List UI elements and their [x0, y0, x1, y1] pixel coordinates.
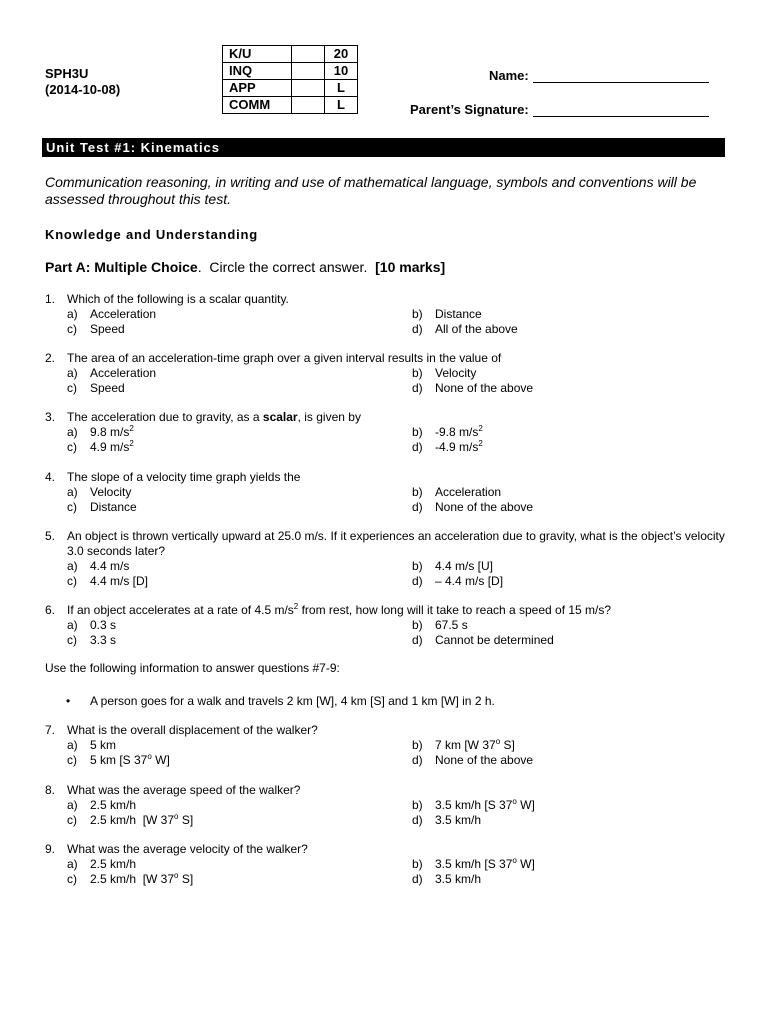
test-date: (2014-10-08)	[45, 82, 121, 97]
name-label: Name:	[488, 68, 529, 83]
option-letter: a)	[67, 798, 78, 812]
part-instruction: . Circle the correct answer.	[197, 259, 376, 275]
option-text: – 4.4 m/s [D]	[435, 574, 504, 588]
option-letter: b)	[412, 485, 423, 499]
question-number: 8.	[45, 783, 56, 797]
option-letter: c)	[67, 872, 77, 886]
option-c[interactable]	[67, 440, 412, 455]
name-line[interactable]	[533, 70, 709, 83]
option-letter: b)	[412, 425, 423, 439]
question-number: 9.	[45, 842, 56, 856]
marks-row	[223, 46, 358, 63]
question-text: The area of an acceleration-time graph over a given interval results in the value of	[67, 351, 502, 365]
option-text: Acceleration	[435, 485, 502, 499]
option-d[interactable]	[412, 753, 533, 768]
option-text: -9.8 $m/s^2$	[435, 424, 483, 439]
question	[45, 351, 735, 396]
option-letter: b)	[412, 366, 423, 380]
question	[45, 603, 735, 648]
question-text: What is the overall displacement of the walker?	[67, 723, 318, 737]
question-text: If an object accelerates at a rate of 4.5 $m/s^2$ from rest, how long will it take to reach a speed of 15 m/s?	[67, 602, 612, 617]
option-letter: d)	[412, 500, 423, 514]
option-text: Velocity	[90, 485, 132, 499]
option-letter: c)	[67, 574, 77, 588]
question-number: 6.	[45, 603, 56, 617]
option-text: Distance	[90, 500, 137, 514]
option-letter: b)	[412, 559, 423, 573]
option-text: 3.5 km/h	[435, 872, 482, 886]
option-text: 2.5 km/h [W 37$^o$ S]	[90, 812, 194, 827]
option-d[interactable]	[412, 813, 481, 828]
option-text: 2.5 km/h	[90, 857, 137, 871]
marks-category: APP	[223, 80, 292, 97]
option-b[interactable]	[412, 307, 482, 322]
option-letter: d)	[412, 633, 423, 647]
option-letter: d)	[412, 440, 423, 454]
option-text: Velocity	[435, 366, 477, 380]
option-c[interactable]	[67, 813, 412, 828]
part-heading	[45, 259, 445, 275]
question-number: 2.	[45, 351, 56, 365]
option-d[interactable]	[412, 872, 481, 887]
option-text: 2.5 km/h [W 37$^o$ S]	[90, 871, 194, 886]
marks-row	[223, 97, 358, 114]
option-text: 5 km	[90, 738, 117, 752]
option-a[interactable]	[67, 798, 412, 813]
option-text: 67.5 s	[435, 618, 468, 632]
option-letter: a)	[67, 618, 78, 632]
option-d[interactable]	[412, 500, 533, 515]
option-a[interactable]	[67, 307, 412, 322]
option-text: 3.5 km/h [S 37$^o$ W]	[435, 856, 535, 871]
option-letter: c)	[67, 633, 77, 647]
signature-field	[410, 91, 709, 117]
option-a[interactable]	[67, 738, 412, 753]
marks-total: 10	[325, 63, 358, 80]
option-letter: c)	[67, 381, 77, 395]
course-code: SPH3U	[45, 66, 89, 81]
question	[45, 470, 735, 515]
question	[45, 723, 735, 768]
option-d[interactable]	[412, 633, 554, 648]
option-d[interactable]	[412, 440, 483, 455]
question	[45, 842, 735, 887]
option-d[interactable]	[412, 381, 533, 396]
question-text: The slope of a velocity time graph yields the	[67, 470, 301, 484]
option-letter: d)	[412, 381, 423, 395]
option-a[interactable]	[67, 857, 412, 872]
option-text: Distance	[435, 307, 482, 321]
option-letter: c)	[67, 813, 77, 827]
option-b[interactable]	[412, 559, 493, 574]
test-title: Unit Test #1: Kinematics	[42, 138, 725, 157]
option-letter: b)	[412, 618, 423, 632]
option-letter: d)	[412, 813, 423, 827]
option-letter: d)	[412, 574, 423, 588]
bullet-item	[66, 694, 495, 708]
option-letter: b)	[412, 738, 423, 752]
option-c[interactable]	[67, 574, 412, 589]
marks-category: K/U	[223, 46, 292, 63]
option-letter: a)	[67, 366, 78, 380]
option-text: 2.5 km/h	[90, 798, 137, 812]
question-number: 4.	[45, 470, 56, 484]
option-letter: c)	[67, 440, 77, 454]
option-b[interactable]	[412, 425, 483, 440]
option-letter: a)	[67, 485, 78, 499]
option-b[interactable]	[412, 485, 501, 500]
option-text: Cannot be determined	[435, 633, 554, 647]
option-d[interactable]	[412, 574, 503, 589]
option-c[interactable]	[67, 322, 412, 337]
option-c[interactable]	[67, 872, 412, 887]
question-text: What was the average velocity of the walker?	[67, 842, 308, 856]
option-letter: c)	[67, 753, 77, 767]
option-letter: d)	[412, 322, 423, 336]
question	[45, 783, 735, 828]
option-text: Speed	[90, 381, 125, 395]
option-text: 3.5 km/h [S 37$^o$ W]	[435, 797, 535, 812]
option-text: 4.4 m/s [U]	[435, 559, 494, 573]
marks-total: 20	[325, 46, 358, 63]
option-text: 9.8 $m/s^2$	[90, 424, 134, 439]
option-letter: c)	[67, 322, 77, 336]
question-number: 1.	[45, 292, 56, 306]
signature-label: Parent’s Signature:	[410, 102, 529, 117]
option-text: None of the above	[435, 753, 534, 767]
option-text: 3.5 km/h	[435, 813, 482, 827]
option-c[interactable]	[67, 500, 412, 515]
question-number: 3.	[45, 410, 56, 424]
option-letter: a)	[67, 857, 78, 871]
intro-text: Communication reasoning, in writing and use of mathematical language, symbols and conventions will be assessed throughout this test.	[45, 174, 697, 207]
option-letter: c)	[67, 500, 77, 514]
option-text: Speed	[90, 322, 125, 336]
option-text: 5 km [S 37$^o$ W]	[90, 752, 170, 767]
question	[45, 529, 735, 589]
question	[45, 292, 735, 337]
name-field	[410, 57, 709, 83]
part-marks: [10 marks]	[375, 259, 446, 275]
option-text: -4.9 $m/s^2$	[435, 439, 483, 454]
question-text: What was the average speed of the walker?	[67, 783, 301, 797]
student-fields	[410, 57, 709, 117]
option-b[interactable]	[412, 366, 476, 381]
option-c[interactable]	[67, 753, 412, 768]
option-a[interactable]	[67, 425, 412, 440]
option-text: 3.3 s	[90, 633, 117, 647]
question-text: Which of the following is a scalar quantity.	[67, 292, 289, 306]
option-d[interactable]	[412, 322, 518, 337]
question-number: 7.	[45, 723, 56, 737]
marks-score-cell	[292, 80, 325, 97]
option-letter: d)	[412, 872, 423, 886]
option-b[interactable]	[412, 618, 468, 633]
marks-row	[223, 80, 358, 97]
option-text: 7 km [W 37$^o$ S]	[435, 737, 515, 752]
signature-line[interactable]	[533, 104, 709, 117]
option-letter: b)	[412, 857, 423, 871]
option-b[interactable]	[412, 738, 515, 753]
option-text: All of the above	[435, 322, 518, 336]
option-text: None of the above	[435, 500, 534, 514]
option-letter: d)	[412, 753, 423, 767]
option-a[interactable]	[67, 618, 412, 633]
section-heading: Knowledge and Understanding	[45, 227, 258, 242]
option-letter: a)	[67, 307, 78, 321]
option-text: 0.3 s	[90, 618, 117, 632]
option-letter: b)	[412, 798, 423, 812]
option-text: Acceleration	[90, 366, 157, 380]
bullet-icon: •	[66, 694, 71, 708]
option-letter: a)	[67, 425, 78, 439]
course-info	[45, 66, 120, 98]
marks-score-cell	[292, 97, 325, 114]
marks-category: COMM	[223, 97, 292, 114]
option-a[interactable]	[67, 366, 412, 381]
option-c[interactable]	[67, 633, 412, 648]
option-a[interactable]	[67, 485, 412, 500]
bullet-text: A person goes for a walk and travels 2 km [W], 4 km [S] and 1 km [W] in 2 h.	[90, 694, 495, 708]
option-c[interactable]	[67, 381, 412, 396]
option-text: Acceleration	[90, 307, 157, 321]
question-text: The acceleration due to gravity, as a scalar, is given by	[67, 410, 361, 424]
option-a[interactable]	[67, 559, 412, 574]
marks-row	[223, 63, 358, 80]
marks-table	[222, 45, 358, 114]
marks-score-cell	[292, 63, 325, 80]
marks-category: INQ	[223, 63, 292, 80]
option-letter: a)	[67, 738, 78, 752]
marks-total: L	[325, 97, 358, 114]
option-b[interactable]	[412, 798, 535, 813]
option-text: 4.4 m/s	[90, 559, 130, 573]
info-text: Use the following information to answer questions #7-9:	[45, 661, 340, 675]
part-label: Part A: Multiple Choice	[45, 259, 198, 275]
option-text: None of the above	[435, 381, 534, 395]
question-text: An object is thrown vertically upward at 25.0 m/s. If it experiences an acceleration due to gravity, what is the object’s velocity 3.0 seconds later?	[67, 529, 725, 558]
option-letter: a)	[67, 559, 78, 573]
question	[45, 410, 735, 455]
option-text: 4.4 m/s [D]	[90, 574, 149, 588]
marks-score-cell	[292, 46, 325, 63]
marks-total: L	[325, 80, 358, 97]
option-text: 4.9 $m/s^2$	[90, 439, 134, 454]
option-b[interactable]	[412, 857, 535, 872]
question-number: 5.	[45, 529, 56, 543]
option-letter: b)	[412, 307, 423, 321]
